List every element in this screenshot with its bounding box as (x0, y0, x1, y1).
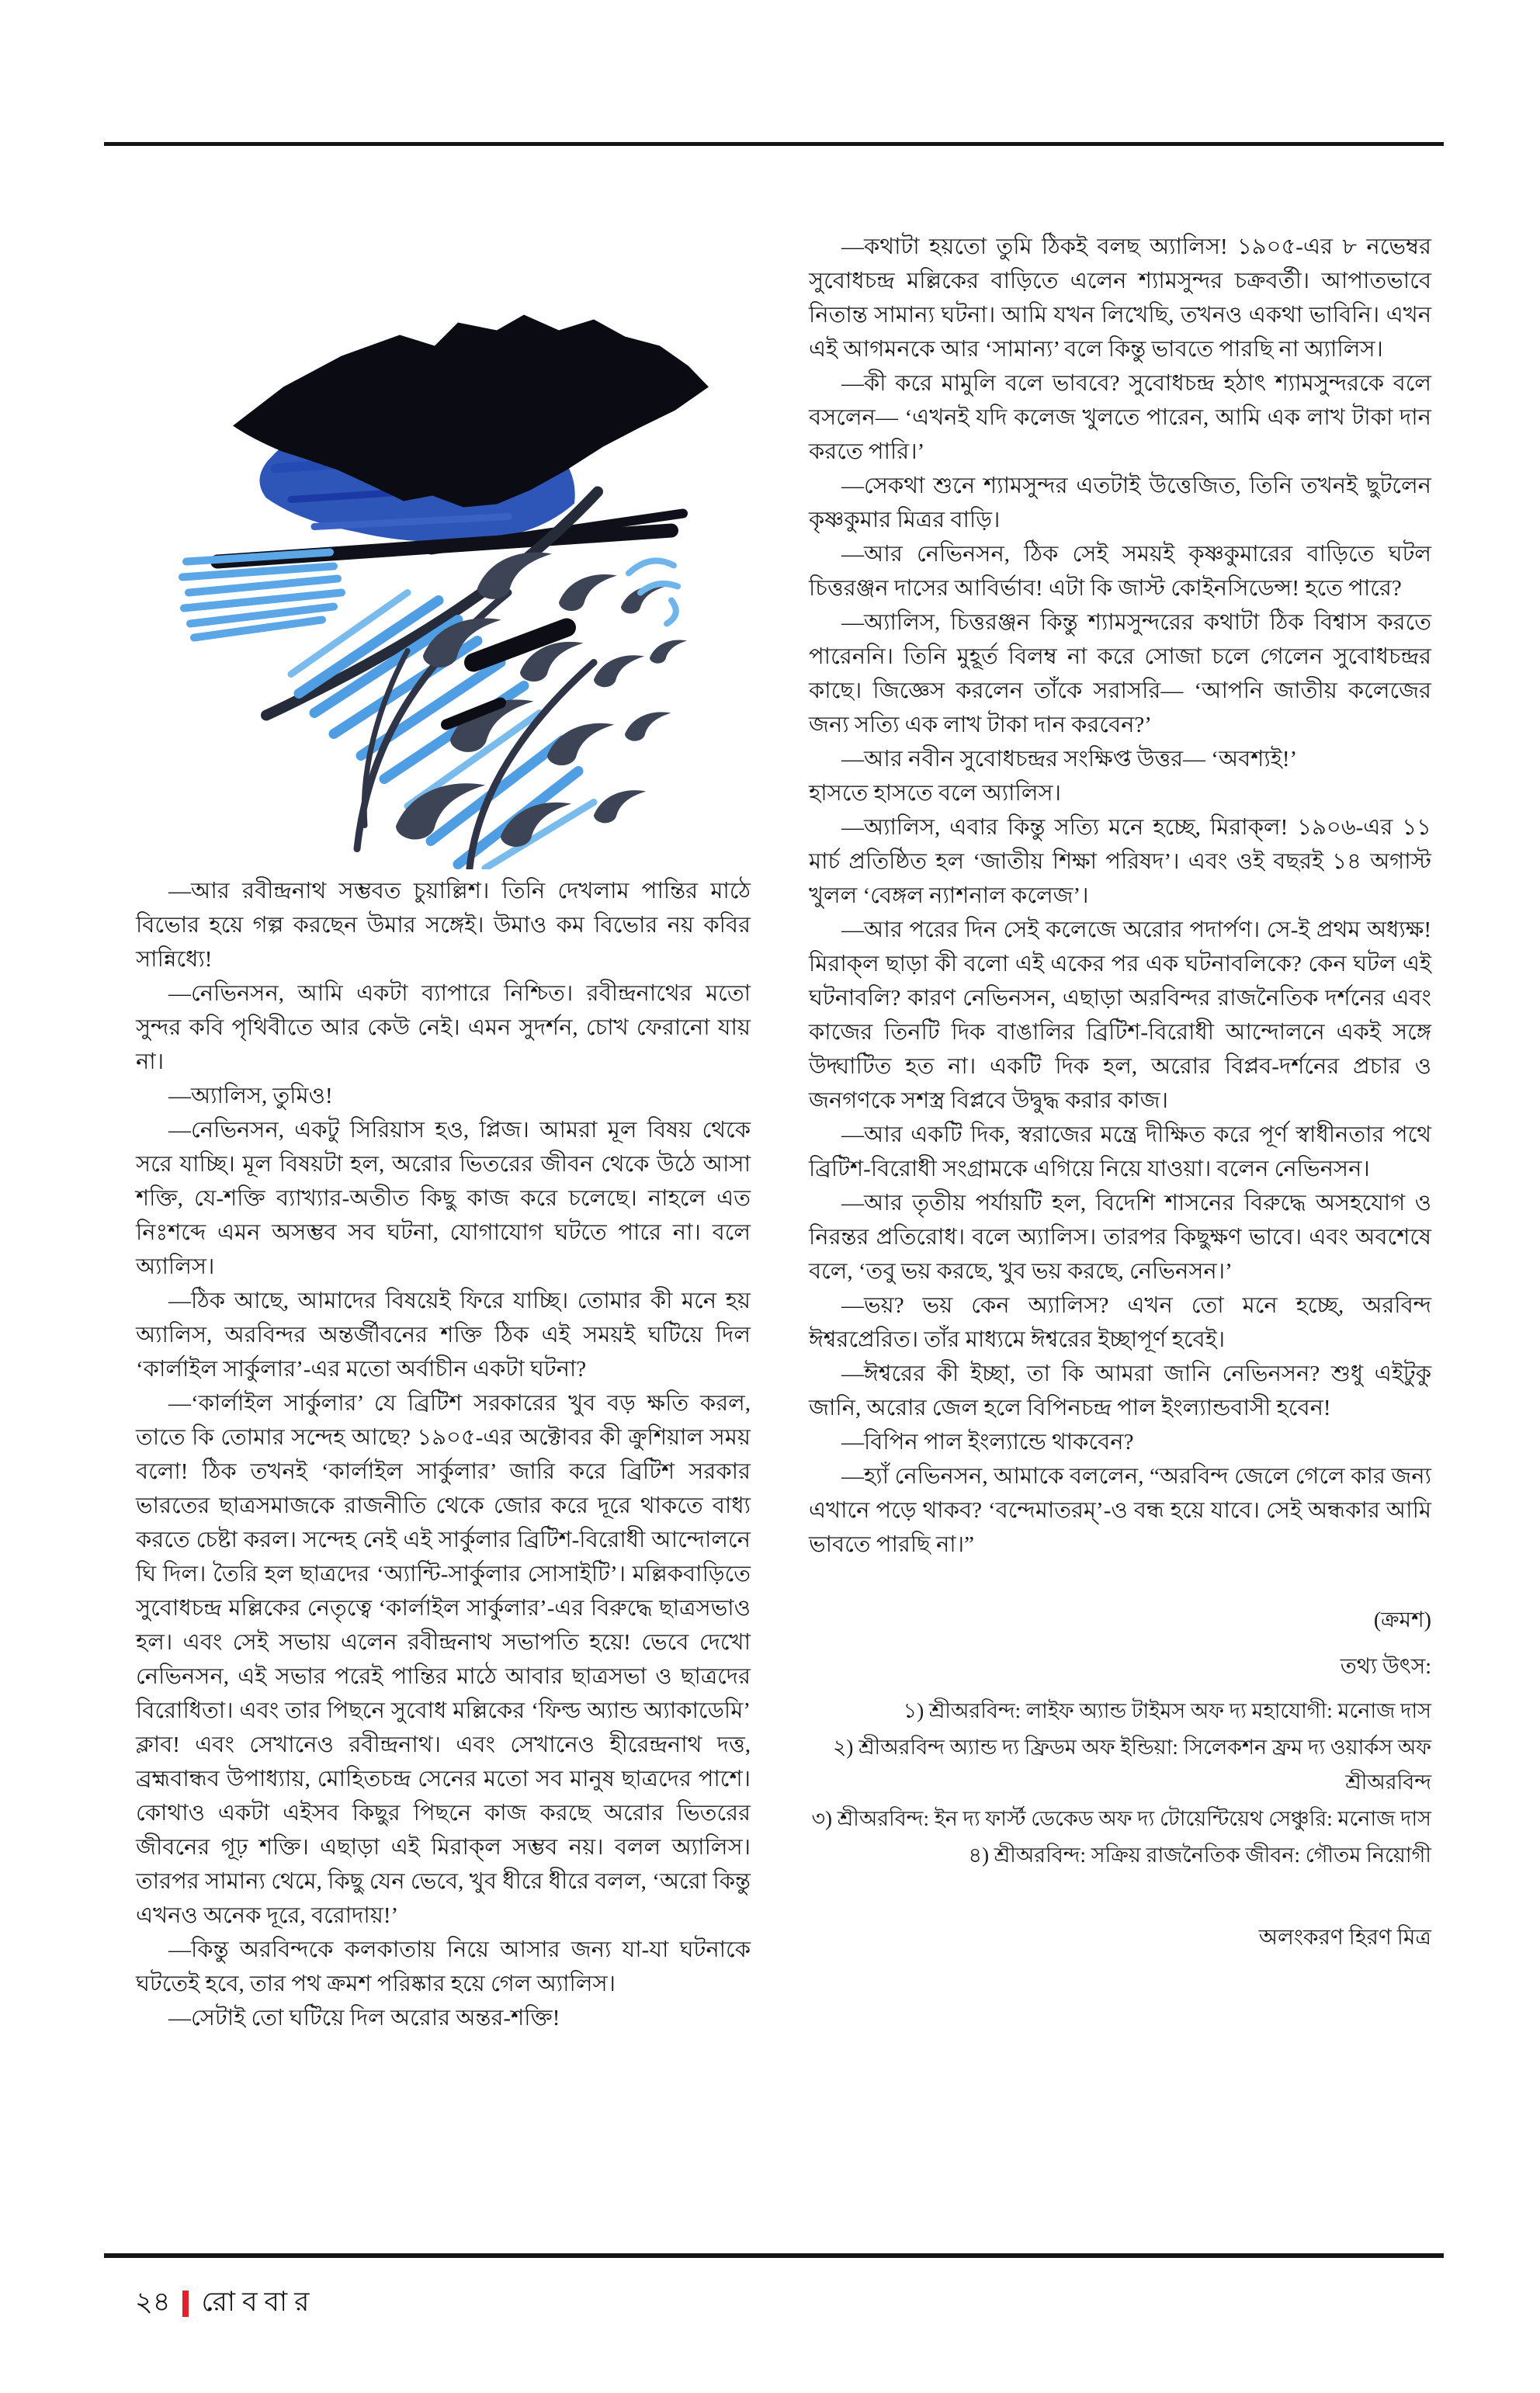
page-footer (135, 2280, 316, 2326)
wave-ink-svg (175, 227, 726, 869)
sources-list (809, 1694, 1431, 1873)
wave-ink-illustration (175, 227, 726, 869)
dialogue-paragraph: —বিপিন পাল ইংল্যান্ডে থাকবেন? (841, 1430, 1134, 1455)
dialogue-paragraph: —ঈশ্বরের কী ইচ্ছা, তা কি আমরা জানি নেভিনসন? শুধু এইটুকু জানি, অরোর জেল হলে বিপিনচন্দ্র পাল ইংল্যান্ডবাসী হবেন! (809, 1361, 1431, 1420)
dialogue-paragraph: —আর পরের দিন সেই কলেজে অরোর পদার্পণ। সে-ই প্রথম অধ্যক্ষ! মিরাক্‌ল ছাড়া কী বলো এই একের পর এক ঘটনাবলিকে? কেন ঘটল এই ঘটনাবলি? কারণ নেভিনসন, এছাড়া অরবিন্দর রাজনৈতিক দর্শনের এবং কাজের তিনটি দিক বাঙালির ব্রিটিশ-বিরোধী আন্দোলনে একই সঙ্গে উদ্ঘাটিত হত না। একটি দিক হল, অরোর বিপ্লব-দর্শনের প্রচার ও জনগণকে সশস্ত্র বিপ্লবে উদ্বুদ্ধ করার কাজ। (809, 917, 1431, 1113)
left-text-column (136, 874, 751, 2035)
illustration-credit: অলংকরণ হিরণ মিত্র (1258, 1926, 1431, 1950)
dialogue-paragraph: —নেভিনসন, আমি একটা ব্যাপারে নিশ্চিত। রবীন্দ্রনাথের মতো সুন্দর কবি পৃথিবীতে আর কেউ নেই। এমন সুদর্শন, চোখ ফেরানো যায় না। (136, 981, 751, 1074)
dialogue-paragraph: —কী করে মামুলি বলে ভাববে? সুবোধচন্দ্র হঠাৎ শ্যামসুন্দরকে বলে বসলেন— ‘এখনই যদি কলেজ খুলতে পারেন, আমি এক লাখ টাকা দান করতে পারি।’ (809, 371, 1431, 464)
dialogue-paragraph: —সেকথা শুনে শ্যামসুন্দর এতটাই উত্তেজিত, তিনি তখনই ছুটলেন কৃষ্ণকুমার মিত্রর বাড়ি। (809, 473, 1431, 532)
dialogue-paragraph: —আর নেভিনসন, ঠিক সেই সময়ই কৃষ্ণকুমারের বাড়িতে ঘটল চিত্তরঞ্জন দাসের আবির্ভাব! এটা কি জাস্ট কোইনসিডেন্স! হতে পারে? (809, 542, 1431, 601)
dialogue-paragraph: —আর তৃতীয় পর্যায়টি হল, বিদেশি শাসনের বিরুদ্ধে অসহযোগ ও নিরন্তর প্রতিরোধ। বলে অ্যালিস। তারপর কিছুক্ষণ ভাবে। এবং অবশেষে বলে, ‘তবু ভয় করছে, খুব ভয় করছে, নেভিনসন।’ (809, 1191, 1431, 1284)
dialogue-paragraph: —আর নবীন সুবোধচন্দ্রর সংক্ষিপ্ত উত্তর— ‘অবশ্যই!’ (841, 747, 1298, 772)
bottom-rule (104, 2253, 1444, 2258)
dialogue-paragraph: —নেভিনসন, একটু সিরিয়াস হও, প্লিজ। আমরা মূল বিষয় থেকে সরে যাচ্ছি। মূল বিষয়টা হল, অরোর ভিতরের জীবন থেকে উঠে আসা শক্তি, যে-শক্তি ব্যাখ্যার-অতীত কিছু কাজ করে চলেছে। নাহলে এত নিঃশব্দে এমন অসম্ভব সব ঘটনা, যোগাযোগ ঘটতে পারে না। বলে অ্যালিস। (136, 1118, 751, 1279)
magazine-name: রোববার (201, 2287, 317, 2317)
dialogue-paragraph: —‘কার্লাইল সার্কুলার’ যে ব্রিটিশ সরকারের খুব বড় ক্ষতি করল, তাতে কি তোমার সন্দেহ আছে? ১৯০৫-এর অক্টোবর কী ক্রুশিয়াল সময় বলো! ঠিক তখনই ‘কার্লাইল সার্কুলার’ জারি করে ব্রিটিশ সরকার ভারতের ছাত্রসমাজকে রাজনীতি থেকে জোর করে দূরে থাকতে বাধ্য করতে চেষ্টা করল। সন্দেহ নেই এই সার্কুলার ব্রিটিশ-বিরোধী আন্দোলনে ঘি দিল। তৈরি হল ছাত্রদের ‘অ্যান্টি-সার্কুলার সোসাইটি’। মল্লিকবাড়িতে সুবোধচন্দ্র মল্লিকের নেতৃত্বে ‘কার্লাইল সার্কুলার’-এর বিরুদ্ধে ছাত্রসভাও হল। এবং সেই সভায় এলেন রবীন্দ্রনাথ সভাপতি হয়ে! ভেবে দেখো নেভিনসন, এই সভার পরেই পান্তির মাঠে আবার ছাত্রসভা ও ছাত্রদের বিরোধিতা। এবং তার পিছনে সুবোধ মল্লিকের ‘ফিল্ড অ্যান্ড অ্যাকাডেমি’ ক্লাব! এবং সেখানেও রবীন্দ্রনাথ। এবং সেখানেও হীরেন্দ্রনাথ দত্ত, ব্রহ্মবান্ধব উপাধ্যায়, মোহিতচন্দ্র সেনের মতো সব মানুষ ছাত্রদের পাশে। কোথাও একটা এইসব কিছুর পিছনে কাজ করছে অরোর ভিতরের জীবনের গূঢ় শক্তি। এছাড়া এই মিরাক্‌ল সম্ভব নয়। বলল অ্যালিস। তারপর সামান্য থেমে, কিছু যেন ভেবে, খুব ধীরে ধীরে বলল, ‘অরো কিন্তু এখনও অনেক দূরে, বরোদায়!’ (136, 1391, 751, 1928)
sources-heading: তথ্য উৎস: (1340, 1655, 1431, 1679)
dialogue-paragraph: —আর রবীন্দ্রনাথ সম্ভবত চুয়াল্লিশ। তিনি দেখলাম পান্তির মাঠে বিভোর হয়ে গল্প করছেন উমার সঙ্গেই। উমাও কম বিভোর নয় কবির সান্নিধ্যে! (136, 879, 751, 972)
dialogue-paragraph: —অ্যালিস, তুমিও! (168, 1084, 333, 1108)
right-text-column (809, 230, 1431, 1955)
dialogue-paragraph: —কিন্তু অরবিন্দকে কলকাতায় নিয়ে আসার জন্য যা-যা ঘটনাকে ঘটতেই হবে, তার পথ ক্রমশ পরিষ্কার হয়ে গেল অ্যালিস। (136, 1937, 751, 1996)
dialogue-paragraph: —আর একটি দিক, স্বরাজের মন্ত্রে দীক্ষিত করে পূর্ণ স্বাধীনতার পথে ব্রিটিশ-বিরোধী সংগ্রামকে এগিয়ে নিয়ে যাওয়া। বলেন নেভিনসন। (809, 1122, 1431, 1181)
dialogue-paragraph: হাসতে হাসতে বলে অ্যালিস। (809, 781, 1061, 806)
dialogue-paragraph: —ঠিক আছে, আমাদের বিষয়েই ফিরে যাচ্ছি। তোমার কী মনে হয় অ্যালিস, অরবিন্দর অন্তর্জীবনের শক্তি ঠিক এই সময়ই ঘটিয়ে দিল ‘কার্লাইল সার্কুলার’-এর মতো অর্বাচীন একটা ঘটনা? (136, 1288, 751, 1382)
dialogue-paragraph: —সেটাই তো ঘটিয়ে দিল অরোর অন্তর-শক্তি! (168, 2006, 560, 2031)
page-number: ২৪ (135, 2287, 171, 2317)
red-separator-bar (182, 2291, 189, 2317)
source-item: ২) শ্রীঅরবিন্দ অ্যান্ড দ্য ফ্রিডম অফ ইন্ডিয়া: সিলেকশন ফ্রম দ্য ওয়ার্কস অফ শ্রীঅরবিন্দ (832, 1736, 1431, 1794)
dialogue-paragraph: —অ্যালিস, চিত্তরঞ্জন কিন্তু শ্যামসুন্দরের কথাটা ঠিক বিশ্বাস করতে পারেননি। তিনি মুহূর্ত বিলম্ব না করে সোজা চলে গেলেন সুবোধচন্দ্রর কাছে। জিজ্ঞেস করলেন তাঁকে সরাসরি— ‘আপনি জাতীয় কলেজের জন্য সত্যি এক লাখ টাকা দান করবেন?’ (809, 610, 1431, 737)
dialogue-paragraph: —অ্যালিস, এবার কিন্তু সত্যি মনে হচ্ছে, মিরাক্‌ল! ১৯০৬-এর ১১ মার্চ প্রতিষ্ঠিত হল ‘জাতীয় শিক্ষা পরিষদ’। এবং ওই বছরই ১৪ অগাস্ট খুলল ‘বেঙ্গল ন্যাশনাল কলেজ’। (809, 815, 1431, 908)
dialogue-paragraph: —কথাটা হয়তো তুমি ঠিকই বলছ অ্যালিস! ১৯০৫-এর ৮ নভেম্বর সুবোধচন্দ্র মল্লিকের বাড়িতে এলেন শ্যামসুন্দর চক্রবর্তী। আপাতভাবে নিতান্ত সামান্য ঘটনা। আমি যখন লিখেছি, তখনও একথা ভাবিনি। এখন এই আগমনকে আর ‘সামান্য’ বলে কিন্তু ভাবতে পারছি না অ্যালিস। (809, 234, 1431, 362)
top-rule (104, 142, 1444, 146)
source-item: ৪) শ্রীঅরবিন্দ: সক্রিয় রাজনৈতিক জীবন: গৌতম নিয়োগী (968, 1843, 1431, 1867)
source-item: ৩) শ্রীঅরবিন্দ: ইন দ্য ফার্স্ট ডেকেড অফ দ্য টোয়েন্টিয়েথ সেঞ্চুরি: মনোজ দাস (811, 1807, 1431, 1830)
continuation-marker: (ক্রমশ) (1373, 1608, 1431, 1632)
source-item: ১) শ্রীঅরবিন্দ: লাইফ অ্যান্ড টাইমস অফ দ্য মহাযোগী: মনোজ দাস (903, 1699, 1431, 1722)
dialogue-paragraph: —হ্যাঁ নেভিনসন, আমাকে বললেন, “অরবিন্দ জেলে গেলে কার জন্য এখানে পড়ে থাকব? ‘বন্দেমাতরম্‌’-ও বন্ধ হয়ে যাবে। সেই অন্ধকার আমি ভাবতে পারছি না।” (809, 1464, 1431, 1557)
dialogue-paragraph: —ভয়? ভয় কেন অ্যালিস? এখন তো মনে হচ্ছে, অরবিন্দ ঈশ্বরপ্রেরিত। তাঁর মাধ্যমে ঈশ্বরের ইচ্ছাপূর্ণ হবেই। (809, 1293, 1431, 1352)
